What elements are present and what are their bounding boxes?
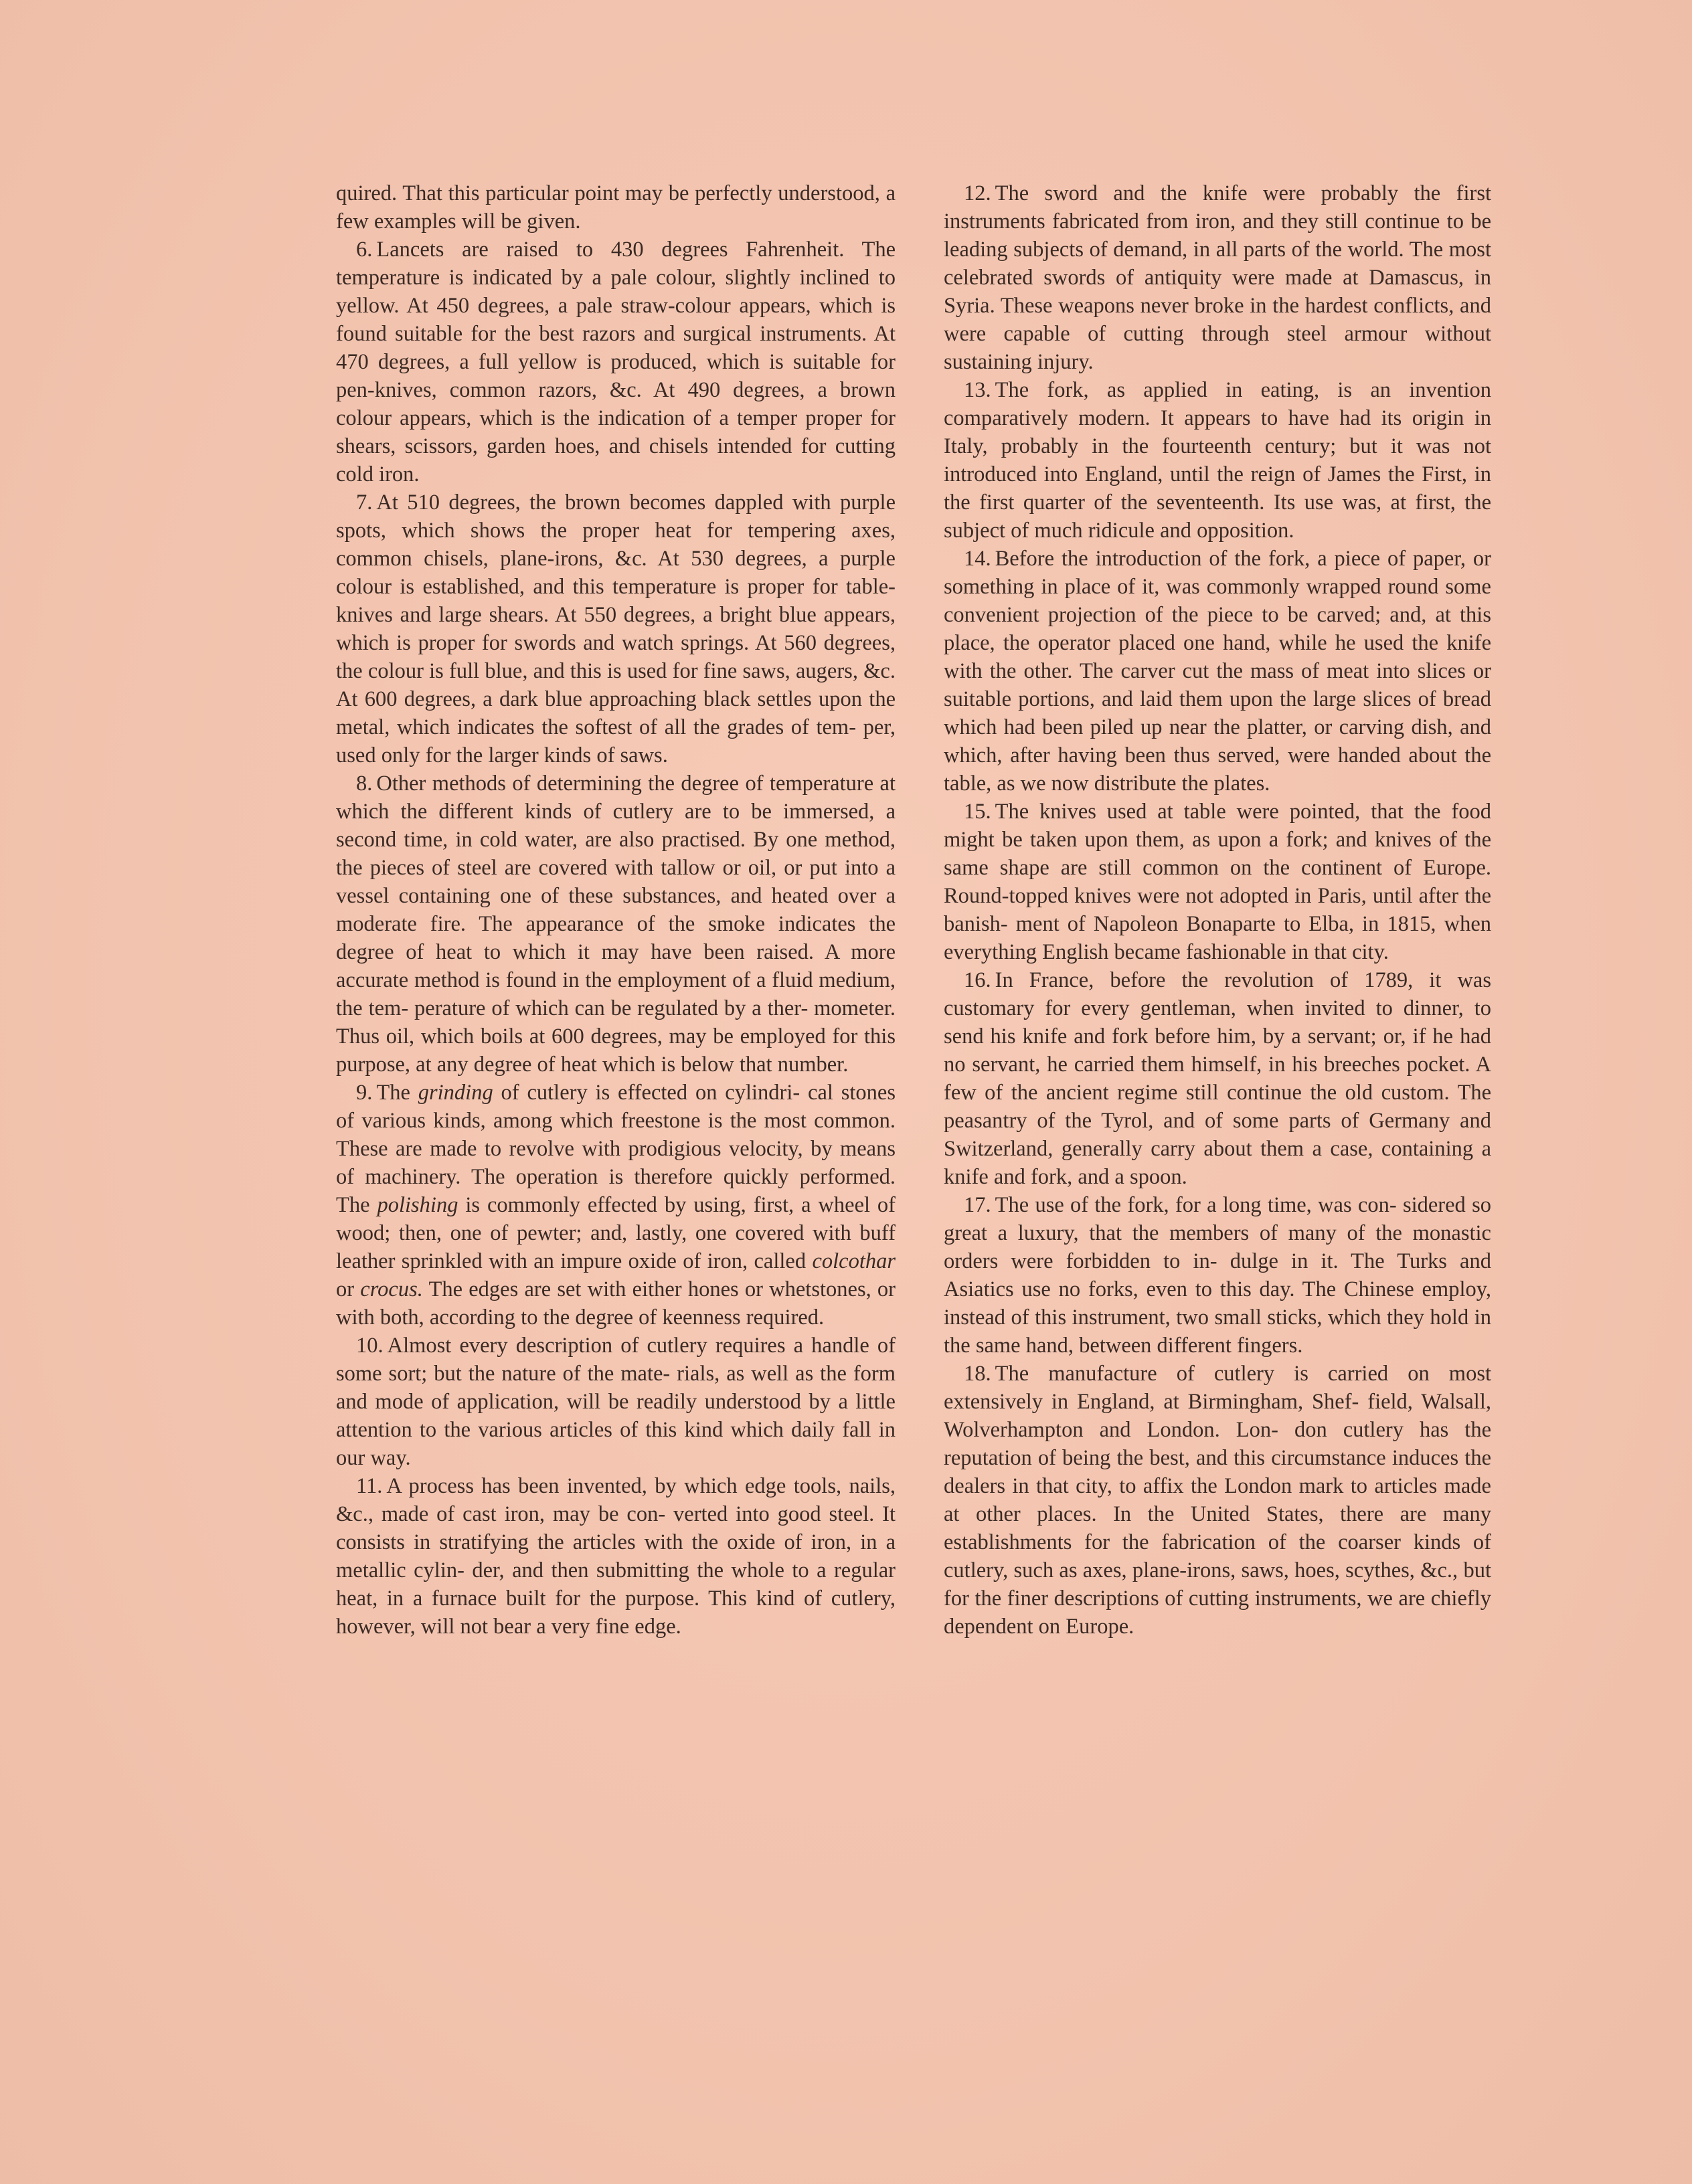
paragraph-text: Other methods of determining the degree of temperature at which the different kinds of cutlery are to be immersed, a second time, in cold water, are also practised. By one method, the pieces of steel are covered with tallow or oil, or put into a vessel containing one of these substances, and heated over a moderate fire. The appearance of the smoke indicates the degree of heat to which it may have been raised. A more accurate method is found in the employment of a fluid medium, the tem- perature of which can be regulated by a ther- mometer. Thus oil, which boils at 600 degrees, may be employed for this purpose, at any degree of heat which is below that number. <box>336 771 896 1077</box>
paragraph-number: 14. <box>964 547 991 571</box>
paragraph-12 <box>944 179 1491 376</box>
paragraph-text: A process has been invented, by which edge tools, nails, &c., made of cast iron, may be con- verted into good steel. It consists in stratifying the articles with the oxide of iron, in a metallic cylin- der, and then submitting the whole to a regular heat, in a furnace built for the purpose. This kind of cutlery, however, will not bear a very fine edge. <box>336 1474 896 1639</box>
paragraph-number: 18. <box>964 1362 991 1386</box>
paragraph-text: The edges are set with either hones or whetstones, or with both, according to the degree of keenness required. <box>336 1277 896 1330</box>
paragraph-text: The use of the fork, for a long time, was con- sidered so great a luxury, that the members of many of the monastic orders were forbidden to in- dulge in it. The Turks and Asiatics use no forks, even to this day. The Chinese employ, instead of this instrument, two small sticks, which they hold in the same hand, between different fingers. <box>944 1193 1491 1358</box>
paragraph-text: is commonly effected by using, first, a wheel of wood; then, one of pewter; and, lastly, one covered with buff leather sprinkled with an impure oxide of iron, called <box>336 1193 896 1273</box>
paragraph-6 <box>336 236 896 488</box>
paragraph-11 <box>336 1472 896 1641</box>
paragraph-9 <box>336 1079 896 1332</box>
paragraph-continued: quired. That this particular point may be perfectly understood, a few examples will be given. <box>336 181 896 234</box>
paragraph-number: 17. <box>964 1193 991 1217</box>
paragraph-text: of cutlery is effected on cylindri- cal stones of various kinds, among which freestone is the most common. These are made to revolve with prodigious velocity, by means of machinery. The operation is therefore quickly performed. The <box>336 1081 896 1217</box>
italic-term: polishing <box>377 1193 458 1217</box>
paragraph-7 <box>336 488 896 769</box>
paragraph-text: In France, before the revolution of 1789, it was customary for every gentleman, when invited to dinner, to send his knife and fork before him, by a servant; or, if he had no servant, he carried them himself, in his breeches pocket. A few of the ancient regime still continue the old custom. The peasantry of the Tyrol, and of some parts of Germany and Switzerland, generally carry about them a case, containing a knife and fork, and a spoon. <box>944 968 1491 1189</box>
paragraph-18 <box>944 1360 1491 1641</box>
paragraph-text: The sword and the knife were probably the first instruments fabricated from iron, and they still continue to be leading subjects of demand, in all parts of the world. The most celebrated swords of antiquity were made at Damascus, in Syria. These weapons never broke in the hardest conflicts, and were capable of cutting through steel armour without sustaining injury. <box>944 181 1491 374</box>
paragraph-number: 12. <box>964 181 991 205</box>
paragraph-number: 9. <box>356 1081 373 1105</box>
paragraph-number: 10. <box>356 1334 384 1358</box>
paragraph-text: Before the introduction of the fork, a piece of paper, or something in place of it, was commonly wrapped round some convenient projection of the piece to be carved; and, at this place, the operator placed one hand, while he used the knife with the other. The carver cut the mass of meat into slices or suitable portions, and laid them upon the large slices of bread which had been piled up near the platter, or carving dish, and which, after having been thus served, were handed about the table, as we now distribute the plates. <box>944 547 1491 796</box>
paragraph-text: At 510 degrees, the brown becomes dappled with purple spots, which shows the proper heat for tempering axes, common chisels, plane-irons, &c. At 530 degrees, a purple colour is established, and this temperature is proper for table-knives and large shears. At 550 degrees, a bright blue appears, which is proper for swords and watch springs. At 560 degrees, the colour is full blue, and this is used for fine saws, augers, &c. At 600 degrees, a dark blue approaching black settles upon the metal, which indicates the softest of all the grades of tem- per, used only for the larger kinds of saws. <box>336 490 896 767</box>
paragraph-15 <box>944 798 1491 966</box>
paragraph-number: 11. <box>356 1474 383 1498</box>
paragraph-number: 15. <box>964 800 991 824</box>
paragraph-number: 6. <box>356 238 373 262</box>
left-column <box>336 179 896 1641</box>
paragraph-text: Lancets are raised to 430 degrees Fahrenheit. The temperature is indicated by a pale colour, slightly inclined to yellow. At 450 degrees, a pale straw-colour appears, which is found suitable for the best razors and surgical instruments. At 470 degrees, a full yellow is produced, which is suitable for pen-knives, common razors, &c. At 490 degrees, a brown colour appears, which is the indication of a temper proper for shears, scissors, garden hoes, and chisels intended for cutting cold iron. <box>336 238 896 486</box>
paragraph-16 <box>944 966 1491 1191</box>
italic-term: crocus. <box>360 1277 423 1301</box>
paragraph-10 <box>336 1332 896 1472</box>
paragraph-text: Almost every description of cutlery requires a handle of some sort; but the nature of the mate- rials, as well as the form and mode of application, will be readily understood by a little attention to the various articles of this kind which daily fall in our way. <box>336 1334 896 1470</box>
paragraph-text: The manufacture of cutlery is carried on most extensively in England, at Birmingham, Shef- field, Walsall, Wolverhampton and London. Lon- don cutlery has the reputation of being the best, and this circumstance induces the dealers in that city, to affix the London mark to articles made at other places. In the United States, there are many establishments for the fabrication of the coarser kinds of cutlery, such as axes, plane-irons, saws, hoes, scythes, &c., but for the finer descriptions of cutting instruments, we are chiefly dependent on Europe. <box>944 1362 1491 1639</box>
paragraph-number: 7. <box>356 490 373 515</box>
paragraph-text: The knives used at table were pointed, that the food might be taken upon them, as upon a fork; and knives of the same shape are still common on the continent of Europe. Round-topped knives were not adopted in Paris, until after the banish- ment of Napoleon Bonaparte to Elba, in 1815, when everything English became fashionable in that city. <box>944 800 1491 964</box>
paragraph-number: 13. <box>964 378 991 402</box>
italic-term: grinding <box>418 1081 493 1105</box>
right-column <box>944 179 1491 1641</box>
paragraph-text: or <box>336 1277 361 1301</box>
paragraph-8 <box>336 769 896 1079</box>
paragraph-number: 16. <box>964 968 991 992</box>
paragraph-number: 8. <box>356 771 373 796</box>
paragraph-14 <box>944 545 1491 798</box>
paragraph-17 <box>944 1191 1491 1360</box>
italic-term: colcothar <box>812 1249 896 1273</box>
paragraph-13 <box>944 376 1491 545</box>
paragraph-text: The fork, as applied in eating, is an invention comparatively modern. It appears to have had its origin in Italy, probably in the fourteenth century; but it was not introduced into England, until the reign of James the First, in the first quarter of the seventeenth. Its use was, at first, the subject of much ridicule and opposition. <box>944 378 1491 543</box>
paragraph-text: The <box>376 1081 418 1105</box>
